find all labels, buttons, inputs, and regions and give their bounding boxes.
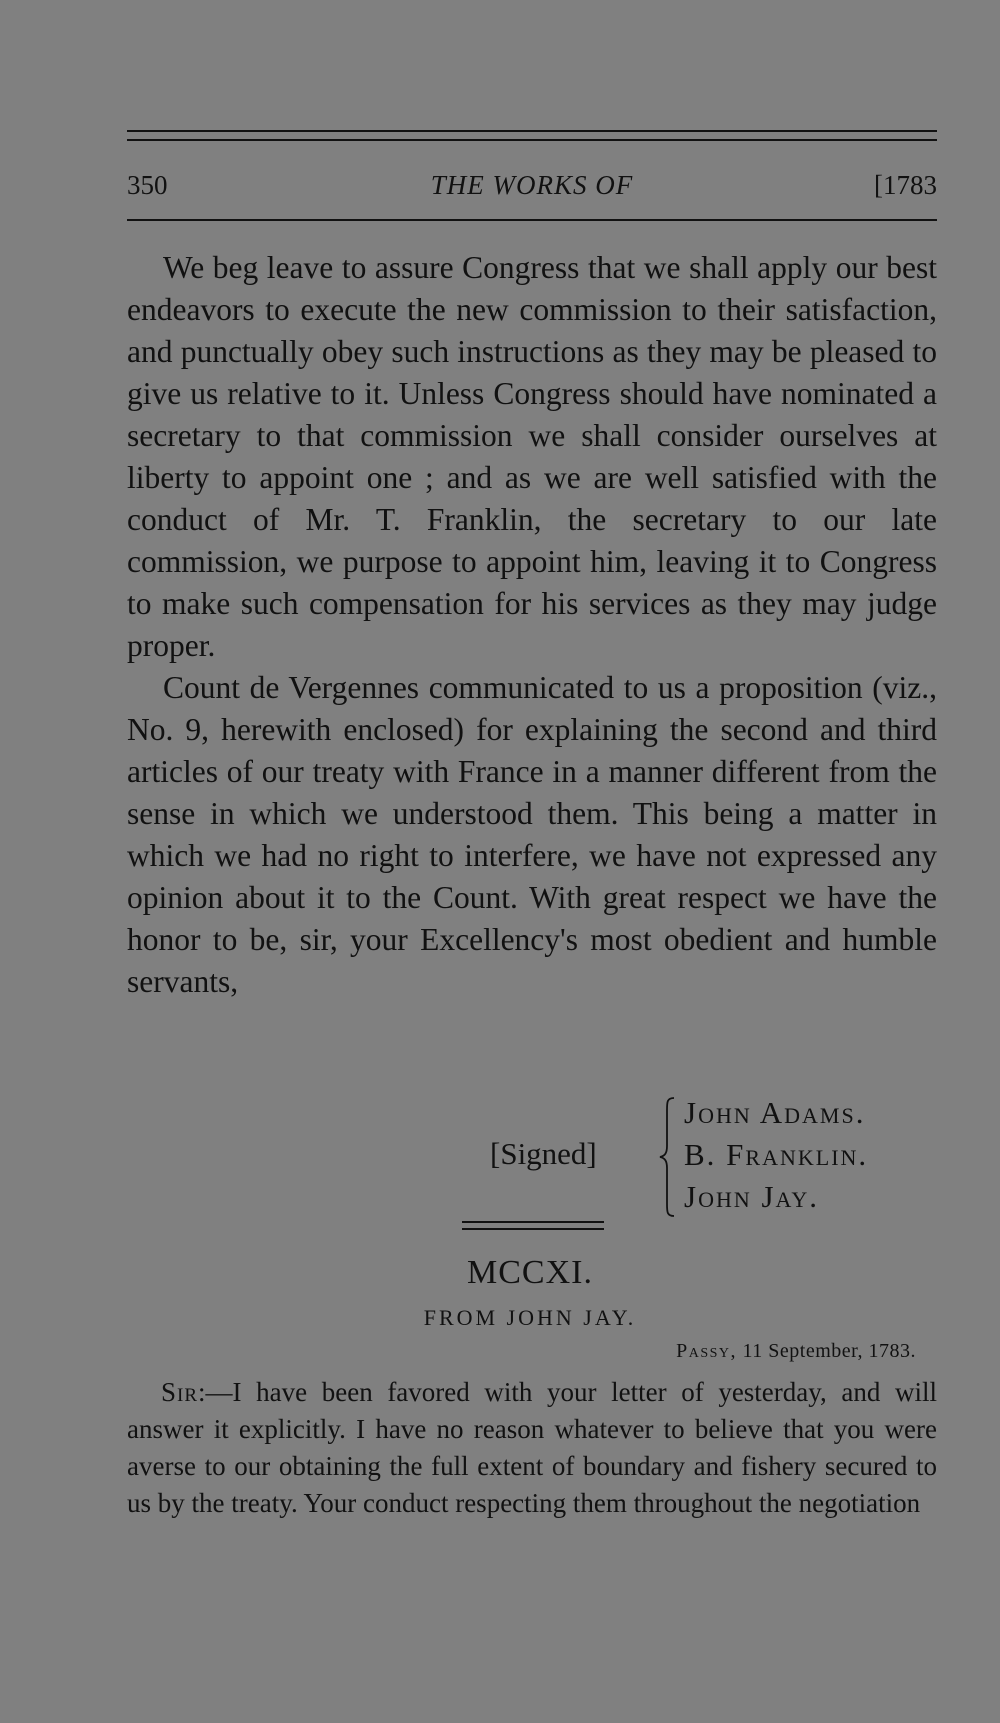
running-title: THE WORKS OF xyxy=(430,170,634,200)
second-letter-body xyxy=(127,1374,937,1522)
curly-brace-icon xyxy=(658,1096,678,1218)
paragraph-1: We beg leave to assure Congress that we shall apply our best endeavors to execute the new commission to their satisfaction, and punctually obey such instructions as they may be pleased to give us relative to it. Unless Congress should have nominated a secretary to that commission we shall consider ourselves at liberty to appoint one ; and as we are well satisfied with the conduct of Mr. T. Franklin, the secretary to our late commission, we purpose to appoint him, leaving it to Congress to make such compensation for his services as they may judge proper. xyxy=(127,250,937,663)
section-rule-lower xyxy=(462,1228,604,1230)
dateline-place: Passy, xyxy=(676,1340,738,1362)
signatory-adams: John Adams. xyxy=(684,1095,866,1130)
signature-block xyxy=(490,1092,950,1222)
second-letter-paragraph xyxy=(127,1374,937,1522)
header-year: [1783 xyxy=(874,170,937,200)
signatory-jay: John Jay. xyxy=(684,1179,820,1214)
paragraph-2: Count de Vergennes communicated to us a proposition (viz., No. 9, herewith enclosed) for explaining the second and third articles of our treaty with France in a manner different from the sense in which we understood them. This being a matter in which we had no right to interfere, we have not expressed any opinion about it to the Count. With great respect we have the honor to be, sir, your Excellency's most obedient and humble servants, xyxy=(127,670,937,999)
letter-body xyxy=(127,247,937,1003)
letter-number: MCCXI. xyxy=(467,1254,593,1291)
section-rule-upper xyxy=(462,1221,604,1223)
top-double-rule-upper xyxy=(127,130,937,132)
top-double-rule-lower xyxy=(127,139,937,141)
letter-from: FROM JOHN JAY. xyxy=(423,1305,637,1330)
signed-label: [Signed] xyxy=(490,1136,597,1171)
dateline-date: 11 September, 1783. xyxy=(742,1340,916,1362)
page-number: 350 xyxy=(127,170,168,200)
salutation: Sir xyxy=(161,1377,199,1407)
header-rule xyxy=(127,219,937,221)
signatory-franklin: B. Franklin. xyxy=(684,1137,869,1172)
dateline xyxy=(676,1340,916,1363)
second-letter-text: :—I have been favored with your letter of yesterday, and will answer it explicitly. I have no reason whatever to believe that you were averse to our obtaining the full extent of boundary and fishery secured to us by the treaty. Your conduct respecting them throughout the negotiation xyxy=(127,1377,937,1518)
page-header xyxy=(127,165,937,205)
signatory-names xyxy=(684,1092,868,1218)
